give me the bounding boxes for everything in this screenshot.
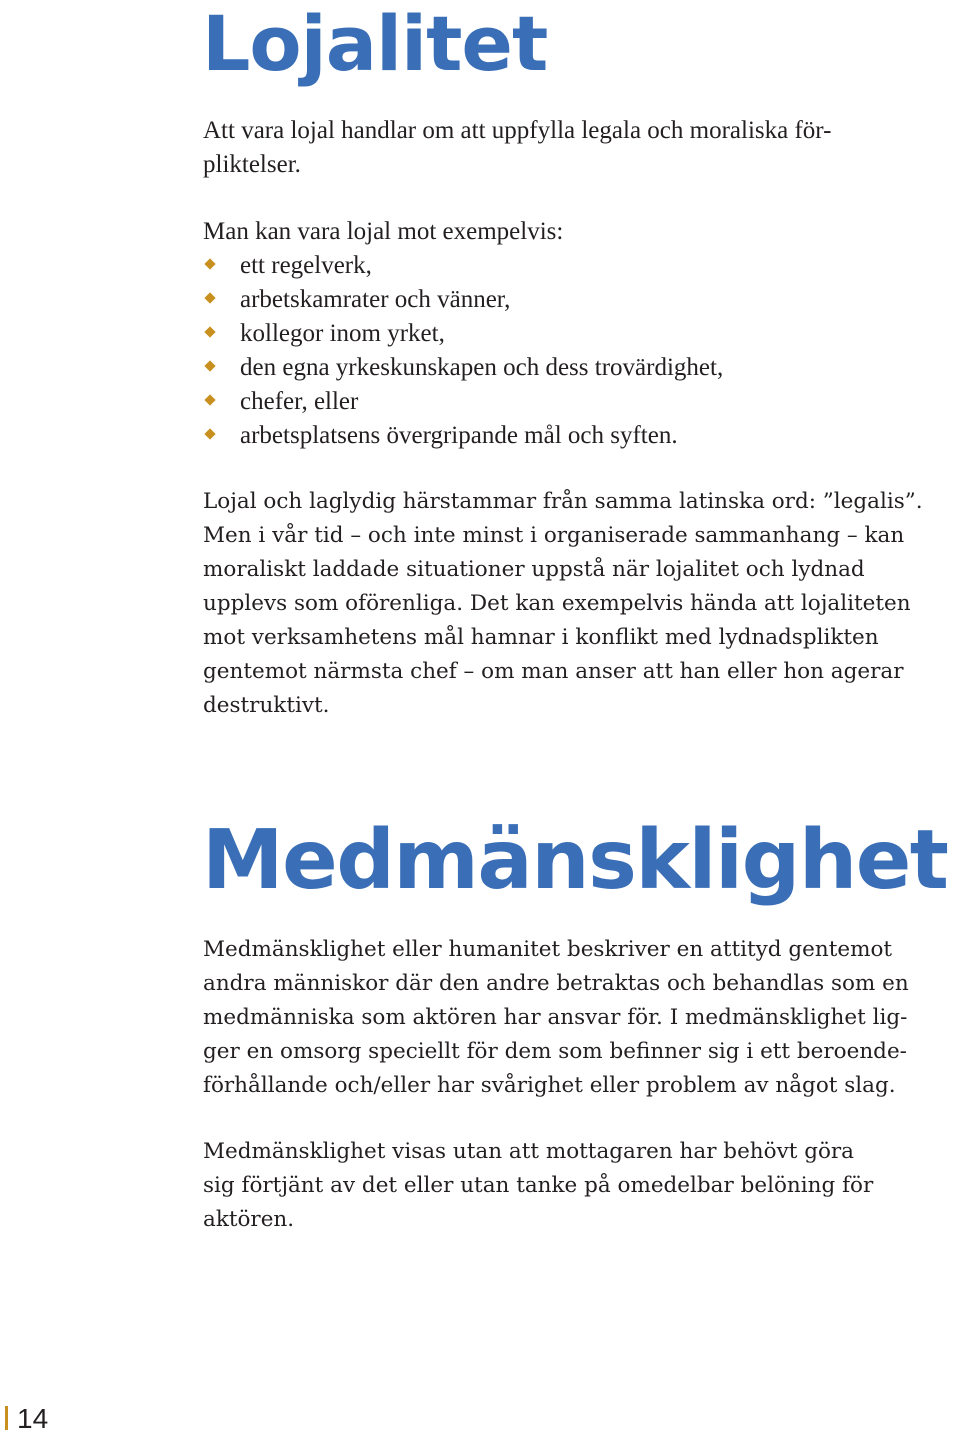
- body-paragraph-medmansklighet-1: [203, 933, 960, 1103]
- text-line: mot verksamhetens mål hamnar i konflikt med lydnadsplikten: [203, 625, 879, 650]
- list-item-text: arbetskamrater och vänner,: [240, 286, 511, 313]
- list-item-text: den egna yrkeskunskapen och dess trovärdighet,: [240, 354, 724, 381]
- text-line: sig förtjänt av det eller utan tanke på omedelbar belöning för: [203, 1173, 874, 1198]
- text-line: Medmänsklighet visas utan att mottagaren har behövt göra: [203, 1139, 855, 1164]
- page-number: 14: [17, 1403, 49, 1434]
- body-paragraph-lojalitet: [203, 485, 960, 723]
- text-line: förhållande och/eller har svårighet eller problem av något slag.: [203, 1073, 896, 1098]
- diamond-bullet-icon: [204, 428, 215, 439]
- text-line: aktören.: [203, 1207, 295, 1232]
- bullet-list: [203, 249, 723, 453]
- text-line: Lojal och laglydig härstammar från samma latinska ord: ”legalis”.: [203, 489, 923, 514]
- diamond-bullet-icon: [204, 394, 215, 405]
- body-paragraph-medmansklighet-2: [203, 1135, 960, 1237]
- list-item: [203, 317, 723, 351]
- list-item: [203, 351, 723, 385]
- text-line: pliktelser.: [203, 151, 301, 178]
- footer-accent-bar: [5, 1406, 8, 1430]
- diamond-bullet-icon: [204, 258, 215, 269]
- text-line: upplevs som oförenliga. Det kan exempelvis hända att lojaliteten: [203, 591, 911, 616]
- text-line: medmänniska som aktören har ansvar för. I medmänsklighet lig-: [203, 1005, 908, 1030]
- list-item: [203, 419, 723, 453]
- text-line: Medmänsklighet eller humanitet beskriver en attityd gentemot: [203, 937, 893, 962]
- text-line: Men i vår tid – och inte minst i organiserade sammanhang – kan: [203, 523, 905, 548]
- list-intro: Man kan vara lojal mot exempelvis:: [203, 218, 564, 245]
- list-item: [203, 283, 723, 317]
- text-line: gentemot närmsta chef – om man anser att han eller hon agerar: [203, 659, 904, 684]
- text-line: andra människor där den andre betraktas och behandlas som en: [203, 971, 909, 996]
- section-heading-medmansklighet: Medmänsklighet: [202, 813, 948, 908]
- diamond-bullet-icon: [204, 292, 215, 303]
- intro-paragraph: [203, 114, 960, 182]
- diamond-bullet-icon: [204, 326, 215, 337]
- list-item-text: ett regelverk,: [240, 252, 372, 279]
- list-item: [203, 249, 723, 283]
- text-line: moraliskt laddade situationer uppstå när lojalitet och lydnad: [203, 557, 865, 582]
- list-item-text: arbetsplatsens övergripande mål och syften.: [240, 422, 678, 449]
- diamond-bullet-icon: [204, 360, 215, 371]
- text-line: ger en omsorg speciellt för dem som befinner sig i ett beroende-: [203, 1039, 907, 1064]
- text-line: Att vara lojal handlar om att uppfylla legala och moraliska för-: [203, 117, 832, 144]
- text-line: destruktivt.: [203, 693, 330, 718]
- list-item-text: kollegor inom yrket,: [240, 320, 445, 347]
- list-item-text: chefer, eller: [240, 388, 359, 415]
- list-item: [203, 385, 723, 419]
- section-heading-lojalitet: Lojalitet: [202, 0, 548, 88]
